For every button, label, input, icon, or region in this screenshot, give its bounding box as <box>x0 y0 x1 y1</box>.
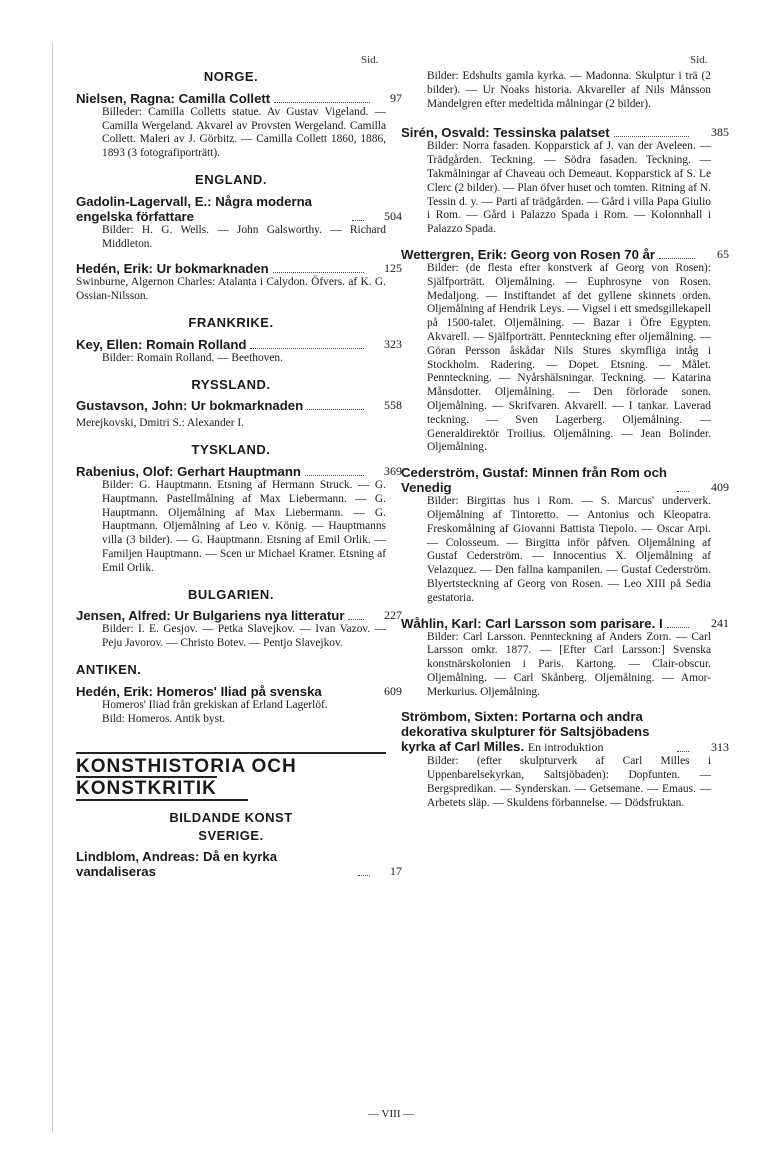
page-number: 323 <box>384 336 402 351</box>
right-column <box>401 50 729 821</box>
entry-body: Billeder: Camilla Colletts statue. Av Gustav Vigeland. — Camilla Wergeland. Akvarel av Provsten Wergeland. Camilla Collett. Maleri av J. Görbitz. — Camilla Collett 1860, 1886, 1893 (3 fotografiporträtt). <box>102 105 386 160</box>
section-bildande-konst: BILDANDE KONST <box>169 809 293 825</box>
entry-body: Bilder: Norra fasaden. Kopparstick af J. van der Aveleen. — Trädgården. Teckning. — Södra fasaden. Teckning. — Takmålningar af Chaveau och Demeaut. Kopparstick af S. Le Clerc (2 bilder). — Plan öfver huset och tomten. Ritning af N. Tessin d. y. — Parti af trädgården. — Gård i villa Papa Giulio i Rom. — Gård i Palazzo Spada i Rom. — Kolonnhall i Palazzo Spada. <box>427 140 711 236</box>
section-tyskland: TYSKLAND. <box>191 442 271 458</box>
big-title-1: KONSTHISTORIA OCH <box>76 752 386 776</box>
page-number: 369 <box>384 463 402 478</box>
entry-title: Key, Ellen: Romain Rolland <box>76 336 247 352</box>
section-frankrike: FRANKRIKE. <box>188 314 274 330</box>
entry-title: Nielsen, Ragna: Camilla Collett <box>76 90 271 106</box>
section-sverige: SVERIGE. <box>198 827 264 843</box>
section-ryssland: RYSSLAND. <box>191 376 271 392</box>
entry-title-tail: En introduktion <box>527 740 604 755</box>
entry-body: Merejkovski, Dmitri S.: Alexander I. <box>76 417 244 430</box>
entry-key <box>76 336 402 366</box>
section-norge: NORGE. <box>203 69 259 84</box>
entry-body: Bilder: Edshults gamla kyrka. — Madonna. Skulptur i trä (2 bilder). — Ur Noaks historia. Akvareller af Nils Månsson Mandelgren efter medeltida målningar (2 bilder). <box>427 70 711 110</box>
entry-body: Bilder: Romain Rolland. — Beethoven. <box>102 351 283 364</box>
entry-gadolin <box>76 193 402 252</box>
entry-body: Bilder: I. E. Gesjov. — Petka Slavejkov. — Ivan Vazov. — Peju Javorov. — Christo Botev. — Pentjo Slavejkov. <box>102 623 386 650</box>
entry-title: Hedén, Erik: Ur bokmarknaden <box>76 261 269 277</box>
page-number: 65 <box>717 246 729 261</box>
page-edge-line <box>52 42 53 1132</box>
page-number: 97 <box>390 90 402 105</box>
page-number: 17 <box>390 863 402 878</box>
page-footer: — VIII — <box>368 1108 415 1120</box>
section-antiken: ANTIKEN. <box>76 661 142 677</box>
entry-lindblom <box>76 848 402 879</box>
sid-label-left: Sid. <box>361 54 379 66</box>
entry-heden-1 <box>76 261 402 304</box>
entry-rabenius <box>76 463 402 576</box>
page-number: 241 <box>711 615 729 630</box>
sid-label-right: Sid. <box>690 54 708 66</box>
entry-body: Bilder: (de flesta efter konstverk af Georg von Rosen): Själfporträtt. Oljemålning. — Euphrosyne von Rosen. Medaljong. — Instiftandet af det gyllene skinnets orden. Oljemålning af Hendrik Leys. — Vigsel i ett smedsgillekapell på 1500-talet. Oljemålning. — Bazar i Öfre Egypten. Akvarell. — Själfporträtt. Pennteckning efter oljemålning. — Göran Persson åskådar Nils Stures skymfliga intåg i Stockholm. Radering. — Dopet. Etsning. — Målet. Pennteckning. — Nyårshälsningar. Teckning. — Katarina Månsdotter. Oljemålning. — Den förlorade sonen. Oljemålning. — Skrifvaren. Akvarell. — I tankar. Laverad teckning. — Sven Lagerberg. Oljemålning. — Generaldirektör Troilius. Oljemålning. — Jean Bolinder. Oljemålning. <box>427 261 711 454</box>
entry-cederstrom <box>401 465 729 605</box>
page-number: 313 <box>711 740 729 755</box>
entry-title: Sirén, Osvald: Tessinska palatset <box>401 125 610 141</box>
entry-gustavson <box>76 398 402 431</box>
entry-body: Bilder: (efter skulpturverk af Carl Milles i Uppenbarelsekyrkan, Saltsjöbaden): Dopfunten. — Bergspredikan. — Synderskan. — Getsemane. — Emaus. — Arbetets släp. — Skuldens förbannelse. — Dödsfruktan. <box>427 755 711 809</box>
entry-body-bild: Bild: Homeros. Antik byst. <box>102 712 226 725</box>
entry-body: Bilder: H. G. Wells. — John Galsworthy. — Richard Middleton. <box>102 223 386 250</box>
entry-heden-2 <box>76 683 402 727</box>
entry-jensen <box>76 608 402 651</box>
entry-title: Jensen, Alfred: Ur Bulgariens nya litteratur <box>76 608 345 624</box>
entry-title: Wettergren, Erik: Georg von Rosen 70 år <box>401 246 656 262</box>
entry-title: Hedén, Erik: Homeros' Iliad på svenska <box>76 683 322 699</box>
page-number: 504 <box>384 208 402 223</box>
entry-strombom <box>401 709 729 810</box>
entry-body: Bilder: G. Hauptmann. Etsning af Hermann Struck. — G. Hauptmann. Pastellmålning af Max Liebermann. — G. Hauptmann. Oljemålning af Max Liebermann. — G. Hauptmann. Oljemålning af Leo v. König. — Hauptmanns villa (3 bilder). — G. Hauptmann. Etsning af Emil Orlik. — Familjen Hauptmann. — Scen ur Michael Kramer. Etsning af Emil Orlik. <box>102 478 386 574</box>
page-number: 125 <box>384 261 402 276</box>
big-title-2: KONSTKRITIK <box>76 778 217 800</box>
entry-nielsen <box>76 90 402 161</box>
entry-body: Bilder: Carl Larsson. Pennteckning af Anders Zorn. — Carl Larsson omkr. 1877. — [Efter Carl Larsson:] Svenska konstnärskolonien i Paris. Kartong. — Clair-obscur. Oljemålning. — Carl Skånberg. Oljemålning. — Amor-Merkurius. Oljemålning. <box>427 630 711 698</box>
entry-title: Strömbom, Sixten: Portarna och andra dekorativa skulpturer för Saltsjöbadens kyrka af Carl Milles. <box>401 709 650 755</box>
entry-title: Lindblom, Andreas: Då en kyrka vandaliseras <box>76 848 278 879</box>
entry-body: Homeros' Iliad från grekiskan af Erland Lagerlöf. <box>102 698 328 711</box>
big-title-block <box>76 776 248 801</box>
page-number: 609 <box>384 683 402 698</box>
entry-wettergren <box>401 246 729 455</box>
section-england: ENGLAND. <box>195 171 267 187</box>
entry-body: Bilder: Birgittas hus i Rom. — S. Marcus' underverk. Oljemålning af Tintoretto. — Antonius och Kleopatra. Freskomålning af Giovanni Battista Tiepolo. — Oscar Arpi. — Colosseum. — Birgitta inför påfven. Oljemålning af Gustaf Cederström. — Innocentius X. Oljemålning af Velazquez. — Den fallna kampanilen. — Gustaf Cederström. Blyertsteckning af Georg von Rosen. — Leo XIII på Sedia gestatoria. <box>427 495 711 604</box>
entry-body: Swinburne, Algernon Charles: Atalanta i Calydon. Öfvers. af K. G. Ossian-Nilsson. <box>76 276 386 303</box>
entry-siren <box>401 125 729 237</box>
entry-title: Wåhlin, Karl: Carl Larsson som parisare. I <box>401 615 663 631</box>
entry-title: Gustavson, John: Ur bokmarknaden <box>76 398 304 414</box>
page-number: 227 <box>384 608 402 623</box>
section-bulgarien: BULGARIEN. <box>188 586 274 602</box>
entry-continuation <box>401 70 711 111</box>
left-column <box>76 50 402 889</box>
page-number: 385 <box>711 125 729 140</box>
entry-title: Cederström, Gustaf: Minnen från Rom och Venedig <box>401 465 667 496</box>
entry-title: Rabenius, Olof: Gerhart Hauptmann <box>76 463 301 479</box>
page-number: 409 <box>711 480 729 495</box>
entry-title: Gadolin-Lagervall, E.: Några moderna engelska författare <box>76 193 312 224</box>
page-number: 558 <box>384 398 402 413</box>
entry-wahlin <box>401 615 729 700</box>
